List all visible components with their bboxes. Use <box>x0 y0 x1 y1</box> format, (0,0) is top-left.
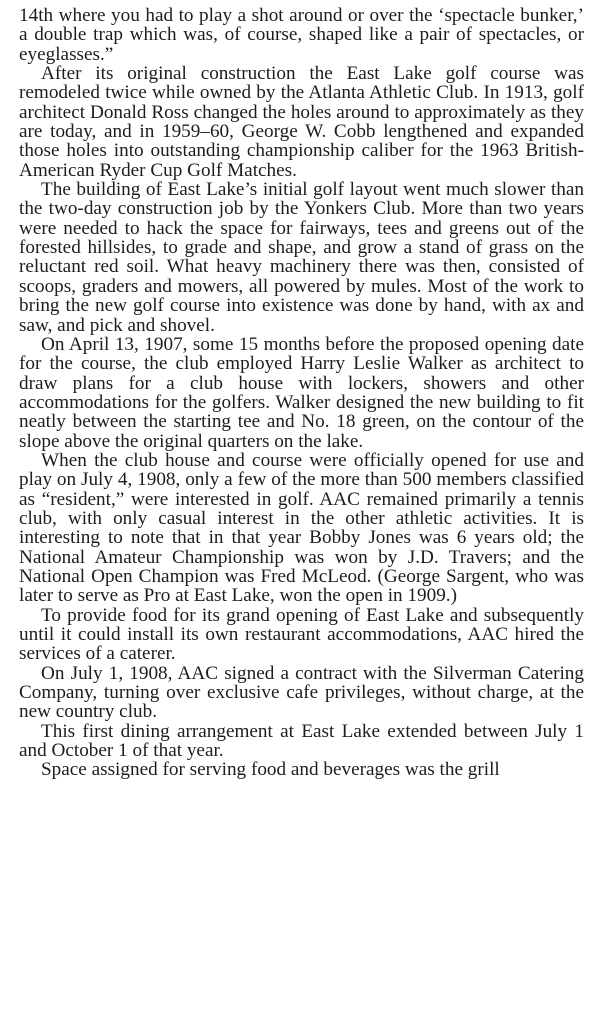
paragraph-course-remodeling: After its original construction the East Lake golf course was remodeled twice while owned by the Atlanta Athletic Club. In 1913, golf architect Donald Ross changed the holes around to approximately as they are today, and in 1959–60, George W. Cobb lengthened and expanded those holes into outstanding championship caliber for the 1963 British-American Ryder Cup Golf Matches. <box>19 63 584 181</box>
paragraph-initial-layout: The building of East Lake’s initial golf layout went much slower than the two-day construction job by the Yonkers Club. More than two years were needed to hack the space for fairways, tees and greens out of the forested hillsides, to grade and shape, and grow a stand of grass on the reluctant red soil. What heavy machinery there was then, consisted of scoops, graders and mowers, all powered by mules. Most of the work to bring the new golf course into existence was done by hand, with ax and saw, and pick and shovel. <box>19 179 584 336</box>
paragraph-caterer: To provide food for its grand opening of East Lake and subsequently until it could install its own restaurant accommodations, AAC hired the services of a caterer. <box>19 604 584 665</box>
paragraph-dining-dates: This first dining arrangement at East Lake extended between July 1 and October 1 of that year. <box>19 720 584 762</box>
paragraph-silverman-contract: On July 1, 1908, AAC signed a contract with the Silverman Catering Company, turning over exclusive cafe privileges, without charge, at the new country club. <box>19 662 584 723</box>
document-page <box>19 6 584 780</box>
paragraph-official-opening: When the club house and course were officially opened for use and play on July 4, 1908, only a few of the more than 500 members classified as “resident,” were interested in golf. AAC remained primarily a tennis club, with only casual interest in the other athletic activities. It is interesting to note that in that year Bobby Jones was 6 years old; the National Amateur Championship was won by J.D. Travers; and the National Open Champion was Fred McLeod. (George Sargent, who was later to serve as Pro at East Lake, won the open in 1909.) <box>19 449 584 607</box>
paragraph-spectacle-bunker: 14th where you had to play a shot around or over the ‘spectacle bunker,’ a double trap which was, of course, shaped like a pair of spectacles, or eyeglasses.” <box>19 5 584 65</box>
paragraph-grill-space: Space assigned for serving food and beverages was the grill <box>41 759 500 781</box>
paragraph-club-house-architect: On April 13, 1907, some 15 months before the proposed opening date for the course, the club employed Harry Leslie Walker as architect to draw plans for a club house with lockers, showers and other accommodations for the golfers. Walker designed the new building to fit neatly between the starting tee and No. 18 green, on the contour of the slope above the original quarters on the lake. <box>19 333 584 452</box>
